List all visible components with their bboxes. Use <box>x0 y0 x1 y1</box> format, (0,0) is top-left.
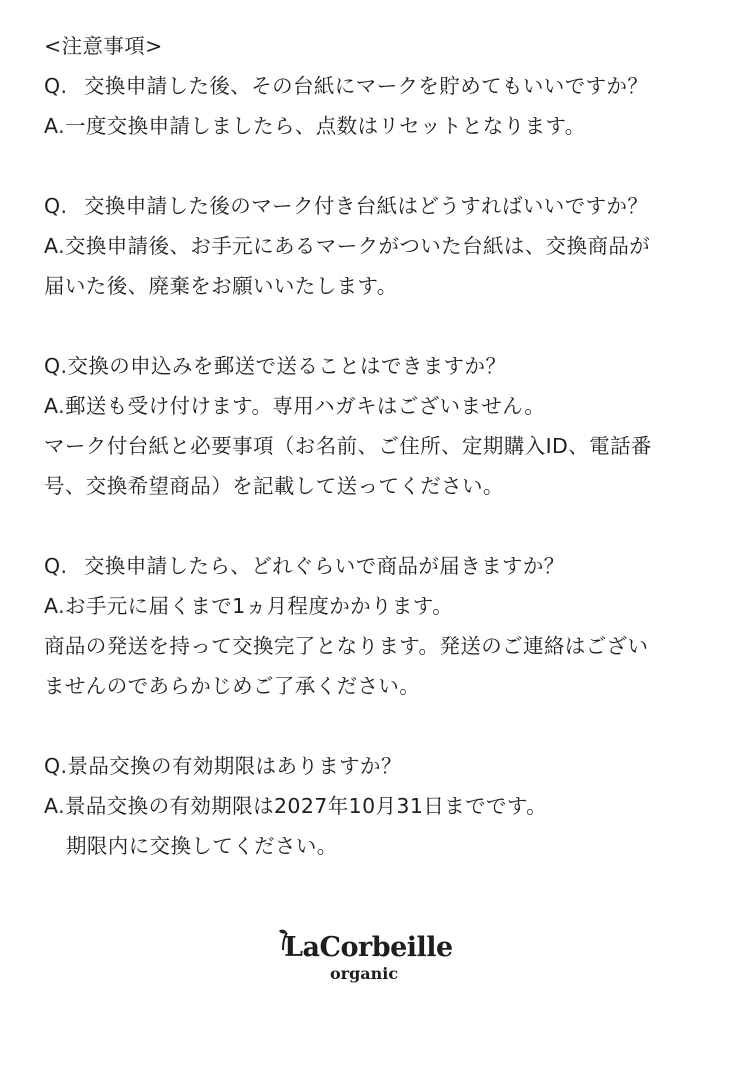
question-text: 交換申請した後のマーク付き台紙はどうすればいいですか？ <box>84 194 649 218</box>
question-text: 交換申請した後、その台紙にマークを貯めてもいいですか？ <box>84 74 649 98</box>
faq-question-1 <box>44 66 724 106</box>
faq-answer-2-line-1: A.交換申請後、お手元にあるマークがついた台紙は、交換商品が <box>44 234 651 258</box>
faq-answer-3-line-3: 号、交換希望商品）を記載して送ってください。 <box>44 474 504 498</box>
faq-answer-3-line-2: マーク付台紙と必要事項（お名前、ご住所、定期購入ID、電話番 <box>44 434 652 458</box>
faq-question-4 <box>44 546 724 586</box>
brand-logo <box>278 928 478 990</box>
faq-answer-4-line-2: 商品の発送を持って交換完了となります。発送のご連絡はござい <box>44 634 649 658</box>
logo-wordmark: LaCorbeille <box>284 932 453 963</box>
question-prefix: Q. <box>44 554 68 578</box>
notice-content <box>44 26 724 866</box>
faq-question-3: Q.交換の申込みを郵送で送ることはできますか？ <box>44 354 507 378</box>
faq-question-2 <box>44 186 724 226</box>
faq-answer-4-line-3: ませんのであらかじめご了承ください。 <box>44 674 421 698</box>
notice-heading: <注意事項> <box>44 34 163 58</box>
faq-answer-3-line-1: A.郵送も受け付けます。専用ハガキはございません。 <box>44 394 546 418</box>
faq-answer-5-line-2: 期限内に交換してください。 <box>66 834 338 858</box>
faq-answer-5-line-1: A.景品交換の有効期限は2027年10月31日までです。 <box>44 794 548 818</box>
faq-answer-4-line-1: A.お手元に届くまで1ヵ月程度かかります。 <box>44 594 453 618</box>
section-gap <box>44 506 724 546</box>
question-text: 交換申請したら、どれぐらいで商品が届きますか？ <box>84 554 565 578</box>
faq-answer-1-line-1: A.一度交換申請しましたら、点数はリセットとなります。 <box>44 114 586 138</box>
section-gap <box>44 306 724 346</box>
section-gap <box>44 146 724 186</box>
question-prefix: Q. <box>44 74 68 98</box>
question-prefix: Q. <box>44 194 68 218</box>
section-gap <box>44 706 724 746</box>
faq-question-5: Q.景品交換の有効期限はありますか？ <box>44 754 402 778</box>
logo-subtitle: organic <box>330 964 399 983</box>
faq-answer-2-line-2: 届いた後、廃棄をお願いいたします。 <box>44 274 398 298</box>
